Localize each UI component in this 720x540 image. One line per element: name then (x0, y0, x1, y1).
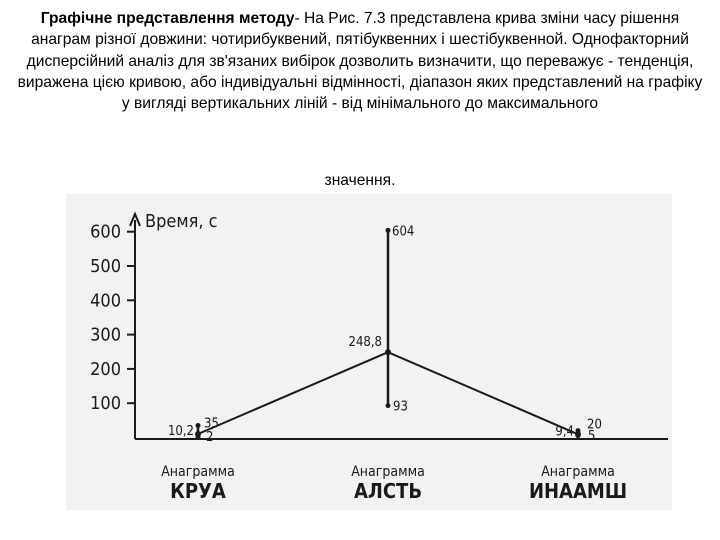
category-word-2: АЛСТЬ (353, 479, 423, 503)
paragraph-lead: Графічне представлення методу (40, 10, 295, 27)
y-tick-label-200: 200 (90, 358, 121, 380)
y-tick-label-300: 300 (90, 324, 121, 346)
y-axis-label: Время, с (145, 211, 218, 232)
description-paragraph (14, 8, 706, 114)
y-tick-label-600: 600 (90, 221, 121, 243)
max-point-1 (196, 423, 201, 428)
category-prefix-3: Анаграмма (541, 464, 615, 480)
figure-anagram-chart (66, 194, 672, 510)
min-label-1: 2 (206, 429, 214, 445)
category-word-1: КРУА (170, 479, 226, 503)
anagram-time-chart (66, 194, 672, 510)
mean-label-1: 10,2 (167, 424, 194, 440)
mean-point-3 (575, 431, 581, 437)
max-label-3: 20 (587, 417, 602, 433)
y-tick-label-100: 100 (90, 393, 121, 415)
paragraph-continuation: значення. (324, 172, 396, 189)
category-prefix-2: Анаграмма (351, 464, 425, 480)
max-point-2 (386, 228, 391, 233)
paragraph-body: - На Рис. 7.3 представлена крива зміни часу рішення анаграм різної довжини: чотирибуквений, пятібуквенних і шестібуквенной. Однофакторний дисперсійний аналіз для зв'язаних вибірок дозволить визначити, що переважує - тенденція, виражена цією кривою, або індивідуальні відмінності, діапазон яких представлений на графіку у вигляді вертикальних ліній - від мінімального до максимального (17, 10, 703, 113)
min-point-2 (386, 403, 391, 408)
min-label-2: 93 (393, 399, 408, 415)
mean-label-2: 248,8 (348, 335, 382, 351)
min-label-3: 5 (588, 428, 596, 444)
mean-label-3: 9,4 (555, 424, 574, 440)
category-word-3: ИНААМШ (528, 479, 628, 503)
y-tick-label-400: 400 (90, 290, 121, 312)
mean-point-1 (195, 431, 201, 437)
max-label-1: 35 (204, 416, 219, 432)
category-prefix-1: Анаграмма (161, 464, 235, 480)
y-tick-label-500: 500 (90, 256, 121, 277)
mean-point-2 (385, 349, 391, 355)
max-label-2: 604 (392, 224, 415, 240)
